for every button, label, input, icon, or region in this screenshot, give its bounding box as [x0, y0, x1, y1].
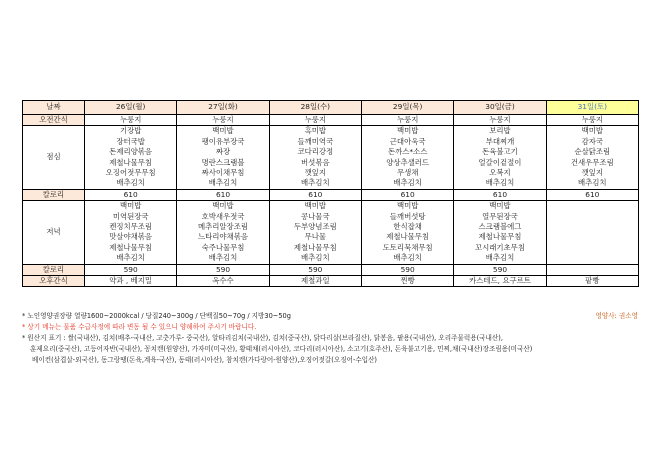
menu-item: 명란스크램블 — [201, 157, 245, 167]
menu-item: 꼬시래기초무침 — [474, 242, 525, 252]
menu-item: 버섯볶음 — [301, 157, 330, 167]
menu-item: 배추김치 — [485, 178, 515, 188]
menu-item: 얼갈이겉절이 — [478, 157, 522, 167]
dinner-calorie-row — [23, 264, 639, 275]
menu-item: 돈까스*소스 — [387, 147, 428, 157]
dinner-calorie-cell: 590 — [177, 264, 269, 275]
menu-item: 배추김치 — [301, 178, 330, 188]
menu-item: 순살닭조림 — [574, 147, 611, 157]
afternoon-snack-cell: 제철과일 — [269, 275, 361, 286]
menu-item: 무나물 — [304, 232, 327, 242]
lunch-calorie-cell: 610 — [177, 189, 269, 200]
morning-snack-row — [23, 115, 639, 126]
notes-section — [22, 311, 638, 366]
menu-item: 제철나물무침 — [109, 242, 153, 252]
menu-item: 제철나물무침 — [109, 157, 153, 167]
lunch-cell — [177, 126, 269, 189]
origin-label-note-cont: 베이컨(삼겹살-외국산), 동그랑땡(돈육,계육-국산), 동태(러시아산), 참치캔(가다랑어-원양산),오징어젓갈(오징어-수입산) — [32, 356, 378, 364]
menu-item: 기장밥 — [119, 126, 142, 136]
menu-item: 배추김치 — [485, 253, 515, 263]
menu-item — [547, 253, 638, 263]
menu-item: 오징어젓무무침 — [105, 167, 156, 177]
origin-label-note-cont: 훈제요리(중국산), 고등어자반(국내산), 꽁치캔(원양산), 가자미(미국산), 황태채(러시아산), 코다리(러시아산), 소고기(호주산), 돈육불고기용, 민찌,채(국내산)장조림용(미국산) — [30, 345, 533, 353]
menu-item: 미역된장국 — [112, 211, 149, 221]
menu-item: 감자국 — [581, 136, 604, 146]
menu-item: 배추김치 — [116, 253, 145, 263]
morning-snack-label: 오전간식 — [23, 115, 85, 126]
menu-item: 팽이유부장국 — [201, 136, 245, 146]
morning-snack-cell: 누룽지 — [361, 115, 453, 126]
menu-item: 배추김치 — [393, 178, 422, 188]
lunch-calorie-cell: 610 — [85, 189, 177, 200]
day-header: 30일(금) — [454, 101, 546, 115]
lunch-calorie-label: 칼로리 — [23, 189, 85, 200]
lunch-label: 점심 — [23, 126, 85, 189]
morning-snack-cell: 누룽지 — [269, 115, 361, 126]
menu-item: 흑미밥 — [304, 126, 327, 136]
morning-snack-cell: 누룽지 — [454, 115, 546, 126]
lunch-row — [23, 126, 639, 189]
menu-item: 보리밥 — [489, 126, 511, 136]
morning-snack-cell: 누룽지 — [85, 115, 177, 126]
menu-item: 배추김치 — [208, 253, 238, 263]
menu-item: 짜사이채무침 — [201, 167, 245, 177]
date-label: 날짜 — [23, 101, 85, 115]
dinner-calorie-cell: 590 — [361, 264, 453, 275]
afternoon-snack-cell: 카스테드, 요구르트 — [454, 275, 546, 286]
menu-item: 두부양념조림 — [293, 221, 337, 231]
dinner-calorie-cell: 590 — [85, 264, 177, 275]
menu-item: 느타리야채볶음 — [198, 232, 248, 242]
dinner-calorie-cell: 590 — [269, 264, 361, 275]
menu-item — [547, 212, 638, 222]
menu-item: 백미밥 — [304, 201, 327, 211]
menu-item: 백미밥 — [212, 126, 234, 136]
menu-item — [547, 222, 638, 232]
afternoon-snack-cell: 팥빵 — [546, 275, 638, 286]
menu-item: 무생채 — [396, 167, 419, 177]
menu-item: 백미밥 — [212, 201, 234, 211]
day-header: 29일(목) — [361, 101, 453, 115]
menu-item: 오복지 — [489, 167, 511, 177]
lunch-cell — [85, 126, 177, 189]
day-header: 28일(수) — [269, 101, 361, 115]
menu-item: 배추김치 — [393, 253, 422, 263]
menu-item: 백미밥 — [396, 201, 419, 211]
menu-item: 백미밥 — [489, 201, 511, 211]
dinner-cell — [454, 201, 546, 264]
dinner-label: 저녁 — [23, 201, 85, 264]
nutritionist-signature: 영양사: 권소영 — [595, 312, 638, 320]
menu-item: 돈육불고기 — [482, 147, 518, 157]
menu-item: 돈제리양볶음 — [109, 147, 153, 157]
menu-item: 켄징치무조림 — [109, 221, 153, 231]
lunch-cell — [546, 126, 638, 189]
lunch-calorie-cell: 610 — [269, 189, 361, 200]
lunch-calorie-cell: 610 — [454, 189, 546, 200]
menu-item: 배추김치 — [208, 178, 238, 188]
lunch-cell — [454, 126, 546, 189]
lunch-calorie-cell: 610 — [361, 189, 453, 200]
lunch-cell — [361, 126, 453, 189]
menu-item: 숙주나물무침 — [201, 242, 245, 252]
menu-item — [547, 201, 638, 211]
lunch-calorie-cell: 610 — [546, 189, 638, 200]
menu-item: 스크램블에그 — [478, 221, 522, 231]
weekly-menu-table — [22, 100, 639, 287]
menu-item: 배추김치 — [116, 178, 145, 188]
menu-change-notice: * 상기 메뉴는 물품 수급사정에 따라 변동 될 수 있으니 양해하여 주시기 바랍니다. — [22, 323, 257, 331]
menu-item: 백미밥 — [396, 126, 419, 136]
nutrition-guideline-note: * 노인영양권장량 열량1600~2000kcal / 당질240~300g / 단백질50~70g / 지방30~50g — [22, 312, 291, 320]
menu-item: 도토리묵채무침 — [382, 242, 433, 252]
menu-item: 배추김치 — [301, 253, 330, 263]
menu-item: 깻잎지 — [304, 167, 327, 177]
day-header-saturday: 31일(토) — [546, 101, 638, 115]
origin-label-note: * 원산지 표기 : 쌀(국내산), 김치(배추-국내산, 고춧가루- 중국산), 알타리김치(국내산), 김치(중국산), 닭다리살(브라질산), 닭봉음, 팥용(국내산), 오리주물럭용(국내산), — [22, 334, 503, 342]
menu-item: 깻잎지 — [581, 167, 604, 177]
dinner-cell — [546, 201, 638, 264]
menu-item: 건새우무조림 — [570, 157, 614, 167]
menu-item: 맛살야채볶음 — [109, 232, 153, 242]
dinner-calorie-label: 칼로리 — [23, 264, 85, 275]
dinner-cell — [85, 201, 177, 264]
menu-item: 양상추샐러드 — [386, 157, 430, 167]
menu-item: 제철나물무침 — [386, 232, 430, 242]
menu-item: 백미밥 — [119, 201, 142, 211]
afternoon-snack-cell: 찐빵 — [361, 275, 453, 286]
menu-item: 백미밥 — [581, 126, 604, 136]
menu-item: 메추리알장조림 — [198, 221, 248, 231]
menu-item: 코다리강정 — [297, 147, 334, 157]
menu-item — [547, 243, 638, 253]
menu-item: 제철나물무침 — [478, 232, 522, 242]
menu-item: 부대찌개 — [485, 136, 515, 146]
dinner-cell — [269, 201, 361, 264]
afternoon-snack-label: 오후간식 — [23, 275, 85, 286]
day-header: 26일(월) — [85, 101, 177, 115]
header-row — [23, 101, 639, 115]
dinner-cell — [177, 201, 269, 264]
menu-item — [547, 232, 638, 242]
lunch-cell — [269, 126, 361, 189]
menu-item: 제철나물무침 — [293, 242, 337, 252]
day-header: 27일(화) — [177, 101, 269, 115]
menu-item: 배추김치 — [578, 178, 607, 188]
menu-item: 들깨버섯탕 — [389, 211, 426, 221]
menu-item: 한식잡채 — [393, 221, 422, 231]
menu-item: 호박새우젓국 — [201, 211, 245, 221]
afternoon-snack-cell: 약과 , 베지밀 — [85, 275, 177, 286]
morning-snack-cell: 누룽지 — [177, 115, 269, 126]
afternoon-snack-cell: 옥수수 — [177, 275, 269, 286]
dinner-cell — [361, 201, 453, 264]
dinner-row — [23, 201, 639, 264]
menu-item: 장터국밥 — [116, 136, 145, 146]
lunch-calorie-row — [23, 189, 639, 200]
dinner-calorie-cell: 590 — [454, 264, 546, 275]
menu-item: 콩나물국 — [301, 211, 330, 221]
morning-snack-cell: 누룽지 — [546, 115, 638, 126]
menu-item: 근대아욱국 — [389, 136, 426, 146]
afternoon-snack-row — [23, 275, 639, 286]
menu-item: 열무된장국 — [482, 211, 518, 221]
menu-item: 들깨미역국 — [297, 136, 334, 146]
dinner-calorie-cell — [546, 264, 638, 275]
menu-item: 짜장 — [215, 147, 231, 157]
